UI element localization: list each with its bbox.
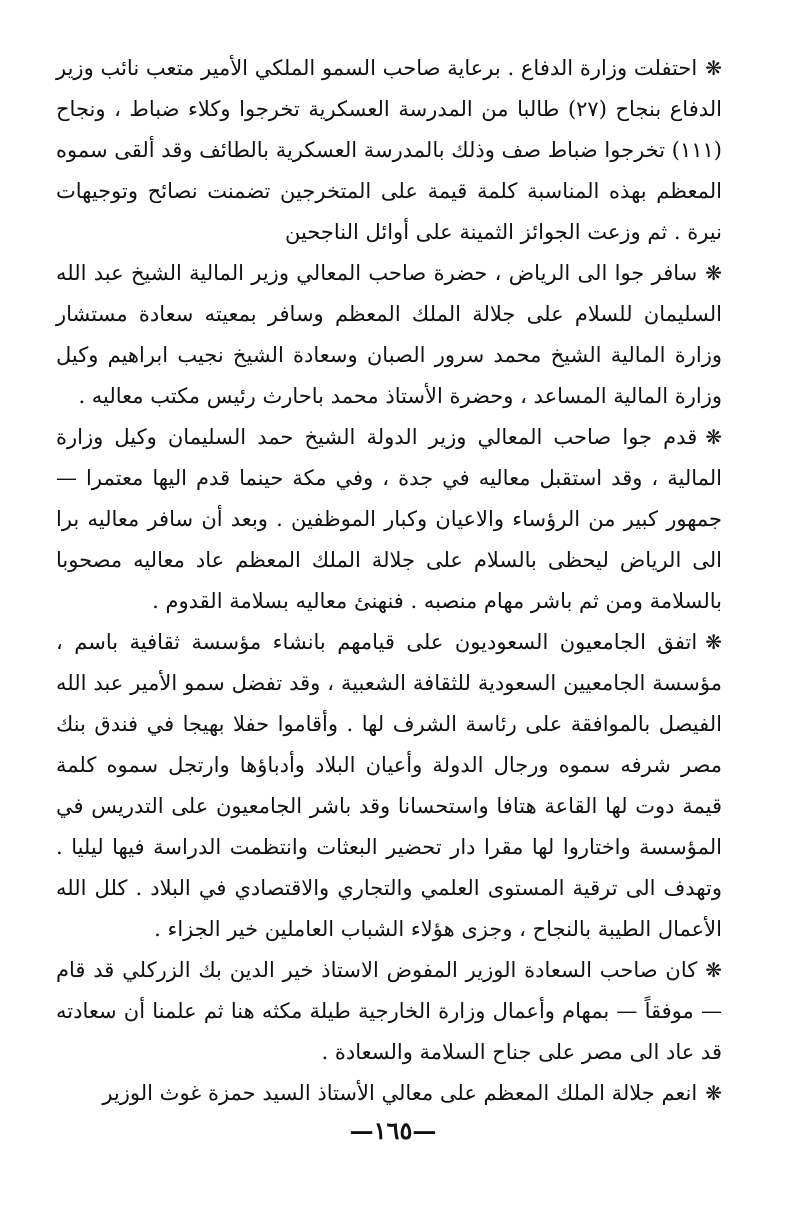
asterism-icon: ❋ [705,56,722,80]
paragraph-text: سافر جوا الى الرياض ، حضرة صاحب المعالي وزير المالية الشيخ عبد الله السليمان للسلام على جلالة الملك المعظم وسافر بمعيته سعادة مستشار وزارة المالية الشيخ محمد سرور الصبان وسعادة الشيخ نجيب ابراهيم وكيل وزارة المالية المساعد ، وحضرة الأستاذ محمد باحارث رئيس مكتب معاليه . [56,261,722,408]
paragraph-minister-plenipotentiary [56,950,722,1073]
page-number: —١٦٥— [349,1116,437,1145]
paragraph-text: احتفلت وزارة الدفاع . برعاية صاحب السمو الملكي الأمير متعب نائب وزير الدفاع بنجاح (٢٧) طالبا من المدرسة العسكرية تخرجوا وكلاء ضباط ، ونجاح (١١١) تخرجوا ضباط صف وذلك بالمدرسة العسكرية بالطائف وقد ألقى سموه المعظم بهذه المناسبة كلمة قيمة على المتخرجين تضمنت نصائح وتوجيهات نيرة . ثم وزعت الجوائز الثمينة على أوائل الناجحين [56,56,722,244]
paragraph-royal-decree [56,1073,722,1114]
asterism-icon: ❋ [705,1081,722,1105]
paragraph-defense-graduation [56,48,722,253]
paragraph-text: كان صاحب السعادة الوزير المفوض الاستاذ خير الدين بك الزركلي قد قام — موفقاً — بمهام وأعمال وزارة الخارجية طيلة مكثه هنا ثم علمنا أن سعادته قد عاد الى مصر على جناح السلامة والسعادة . [56,958,722,1064]
asterism-icon: ❋ [705,425,722,449]
asterism-icon: ❋ [705,261,722,285]
paragraph-text: قدم جوا صاحب المعالي وزير الدولة الشيخ حمد السليمان وكيل وزارة المالية ، وقد استقبل معاليه في جدة ، وفي مكة حينما قدم اليها معتمرا — جمهور كبير من الرؤساء والاعيان وكبار الموظفين . وبعد أن سافر معاليه برا الى الرياض ليحظى بالسلام على جلالة الملك المعظم عاد معاليه مصحوبا بالسلامة ومن ثم باشر مهام منصبه . فنهنئ معاليه بسلامة القدوم . [56,425,722,613]
paragraph-text: انعم جلالة الملك المعظم على معالي الأستاذ السيد حمزة غوث الوزير [102,1081,698,1105]
paragraph-text: اتفق الجامعيون السعوديون على قيامهم بانشاء مؤسسة ثقافية باسم ، مؤسسة الجامعيين السعودية للثقافة الشعبية ، وقد تفضل سمو الأمير عبد الله الفيصل بالموافقة على رئاسة الشرف لها . وأقاموا حفلا بهيجا في فندق بنك مصر شرفه سموه ورجال الدولة وأعيان البلاد وأدباؤها وارتجل سموه كلمة قيمة دوت لها القاعة هتافا واستحسانا وقد باشر الجامعيون على التدريس في المؤسسة واختاروا لها مقرا دار تحضير البعثات وانتظمت الدراسة فيها ليليا . وتهدف الى ترقية المستوى العلمي والتجاري والاقتصادي في البلاد . كلل الله الأعمال الطيبة بالنجاح ، وجزى هؤلاء الشباب العاملين خير الجزاء . [56,630,722,941]
paragraph-finance-minister-travel [56,253,722,417]
asterism-icon: ❋ [705,630,722,654]
article-body [56,48,722,1114]
paragraph-state-minister-arrival [56,417,722,622]
asterism-icon: ❋ [705,958,722,982]
paragraph-university-foundation [56,622,722,950]
